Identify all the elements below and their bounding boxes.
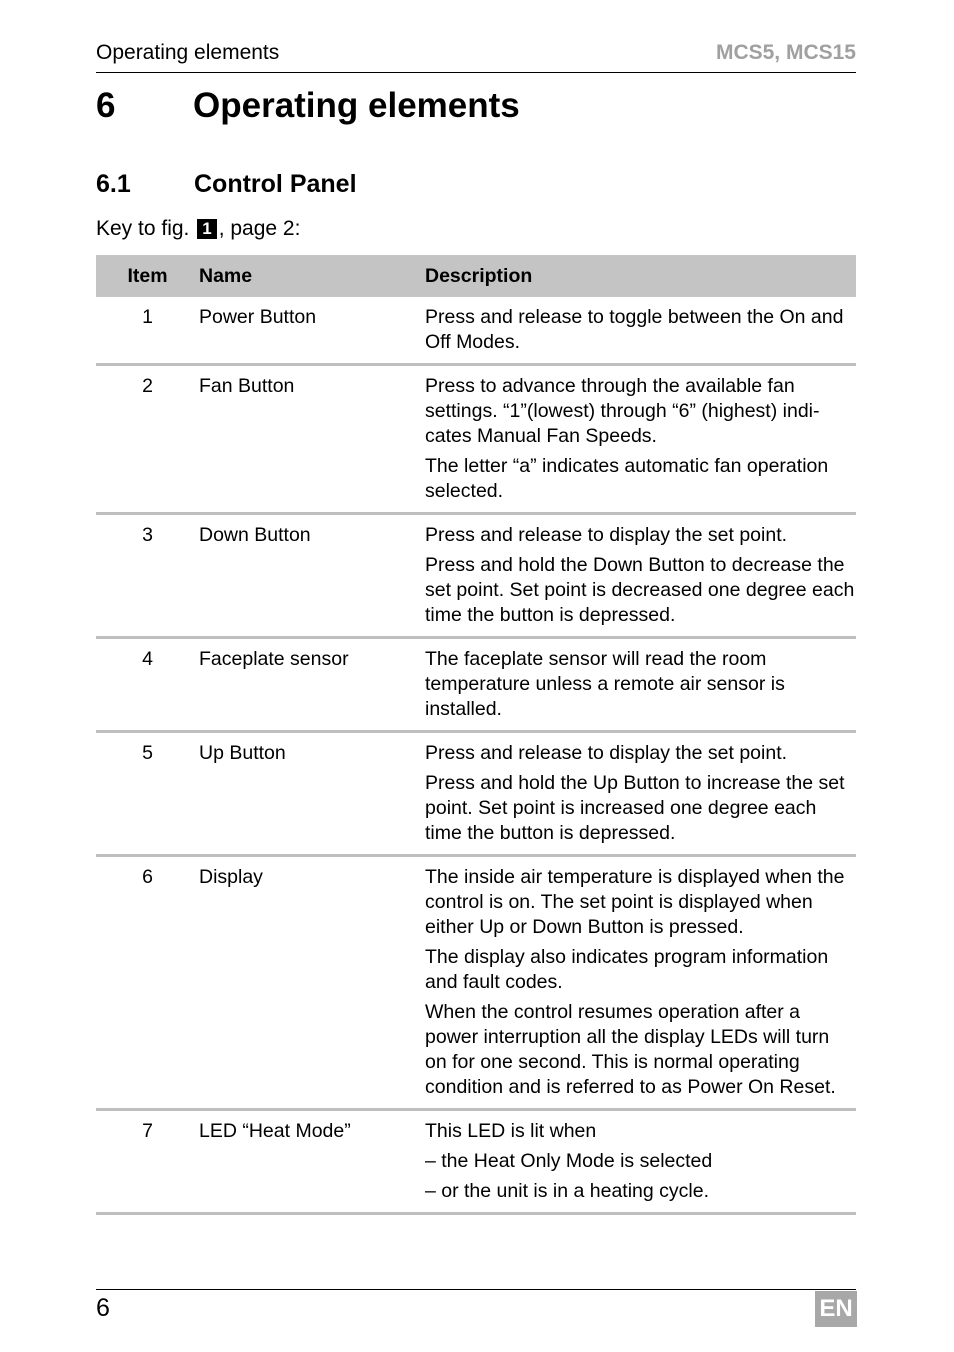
section-title: Control Panel	[194, 170, 357, 198]
description-paragraph: Press and hold the Up Button to increase the set point. Set point is increased one degree each time the button is depressed.	[425, 772, 845, 844]
item-number: 7	[96, 1110, 199, 1214]
column-header-item: Item	[96, 255, 199, 297]
section-number: 6.1	[96, 170, 131, 198]
figure-reference-badge: 1	[197, 219, 216, 239]
footer-rule	[96, 1289, 856, 1290]
description-paragraph: Press and hold the Down Button to decrease the set point. Set point is decreased one degree each time the button is depressed.	[425, 554, 855, 626]
table-row	[96, 514, 856, 638]
item-name: LED “Heat Mode”	[199, 1110, 425, 1214]
language-badge: EN	[815, 1291, 857, 1327]
description-paragraph: Press and release to display the set point.	[425, 742, 788, 764]
figure-key-intro	[96, 217, 300, 241]
chapter-title: Operating elements	[193, 86, 520, 125]
item-number: 6	[96, 856, 199, 1110]
item-description	[425, 732, 856, 856]
description-paragraph: Press and release to display the set point.	[425, 524, 788, 546]
item-number: 4	[96, 638, 199, 732]
intro-prefix: Key to fig.	[96, 217, 190, 240]
item-description	[425, 297, 856, 365]
description-paragraph: The inside air temperature is displayed when the control is on. The set point is displayed when either Up or Down Button is pressed.	[425, 866, 845, 938]
item-description	[425, 514, 856, 638]
item-description	[425, 1110, 856, 1214]
model-name: MCS5, MCS15	[715, 41, 856, 64]
item-name: Up Button	[199, 732, 425, 856]
description-paragraph: This LED is lit when	[425, 1120, 597, 1142]
control-panel-key-table	[96, 255, 856, 1215]
description-paragraph: The letter “a” indicates automatic fan operation selected.	[425, 455, 829, 502]
table-row	[96, 297, 856, 365]
item-name: Down Button	[199, 514, 425, 638]
table-row	[96, 1110, 856, 1214]
table-row	[96, 638, 856, 732]
item-number: 1	[96, 297, 199, 365]
column-header-name: Name	[199, 255, 425, 297]
item-number: 3	[96, 514, 199, 638]
table-header-row	[96, 255, 856, 297]
item-description	[425, 856, 856, 1110]
running-header	[96, 40, 856, 73]
item-name: Display	[199, 856, 425, 1110]
description-paragraph: – the Heat Only Mode is selected	[425, 1150, 713, 1172]
page-number: 6	[96, 1294, 110, 1322]
chapter-number: 6	[96, 86, 116, 125]
item-number: 2	[96, 365, 199, 514]
description-paragraph: Press and release to toggle between the On and Off Modes.	[425, 306, 844, 353]
table-row	[96, 732, 856, 856]
description-paragraph: The faceplate sensor will read the room temperature unless a remote air sensor is installed.	[425, 648, 785, 720]
item-name: Faceplate sensor	[199, 638, 425, 732]
intro-suffix: , page 2:	[218, 217, 301, 240]
running-header-title: Operating elements	[96, 41, 280, 64]
description-paragraph: The display also indicates program information and fault codes.	[425, 946, 829, 993]
item-description	[425, 638, 856, 732]
description-paragraph: Press to advance through the available fan settings. “1”(lowest) through “6” (highest) indi-cates Manual Fan Speeds.	[425, 375, 820, 447]
item-number: 5	[96, 732, 199, 856]
item-description	[425, 365, 856, 514]
column-header-description: Description	[425, 255, 856, 297]
table-row	[96, 365, 856, 514]
description-paragraph: – or the unit is in a heating cycle.	[425, 1180, 709, 1202]
item-name: Power Button	[199, 297, 425, 365]
table-row	[96, 856, 856, 1110]
description-paragraph: When the control resumes operation after a power interruption all the display LEDs will turn on for one second. This is normal operating condition and is referred to as Power On Reset.	[425, 1001, 836, 1098]
item-name: Fan Button	[199, 365, 425, 514]
table-body	[96, 297, 856, 1214]
